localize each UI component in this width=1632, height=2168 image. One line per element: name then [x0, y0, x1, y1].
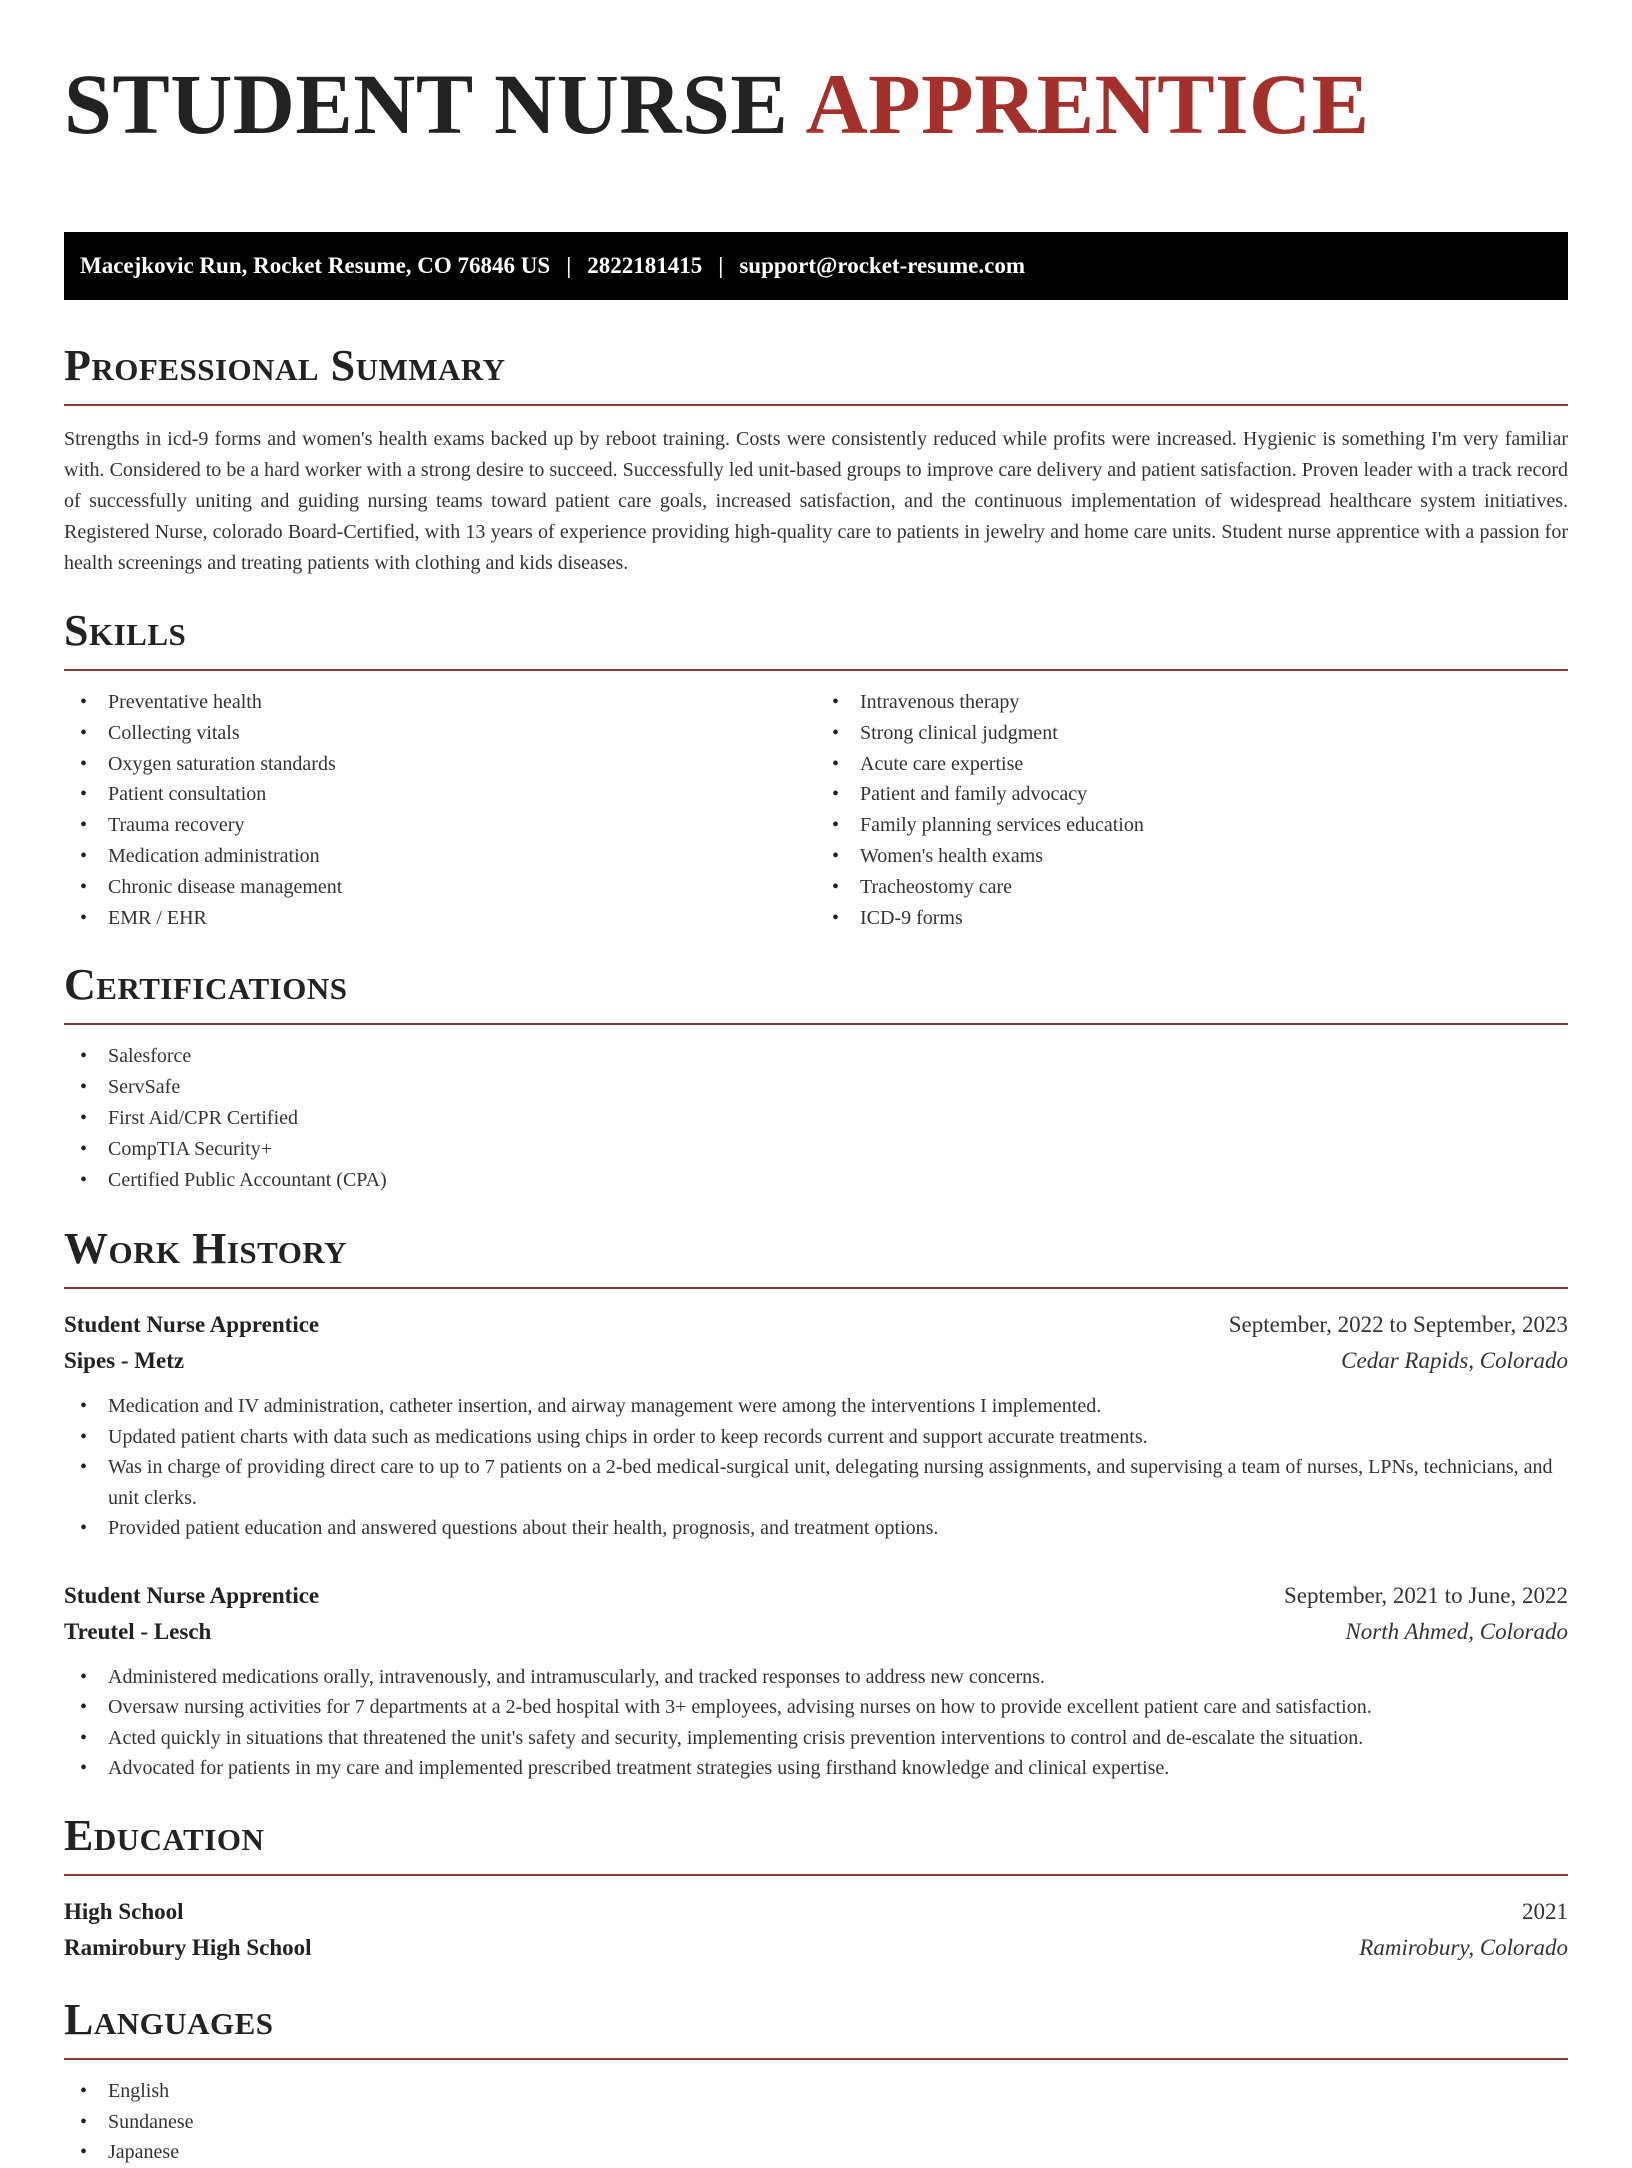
contact-separator: | [718, 253, 724, 278]
list-item: • First Aid/CPR Certified [64, 1103, 1568, 1134]
section-divider [64, 1874, 1568, 1876]
list-item: • Salesforce [64, 1041, 1568, 1072]
list-item: • Chronic disease management [64, 872, 816, 903]
job-header [64, 1578, 1568, 1614]
education-entry [64, 1894, 1568, 1966]
list-item: • Was in charge of providing direct care to up to 7 patients on a 2-bed medical-surgical unit, delegating nursing assignments, and supervising a team of nurses, LPNs, technicians, and unit clerks. [64, 1452, 1568, 1513]
list-item: • Patient and family advocacy [816, 779, 1568, 810]
job-company: Sipes - Metz [64, 1348, 185, 1374]
list-item: • Acute care expertise [816, 749, 1568, 780]
section-divider [64, 2058, 1568, 2060]
section-divider [64, 1023, 1568, 1025]
job-header [64, 1307, 1568, 1343]
list-item: • Japanese [64, 2137, 1568, 2168]
name-second: APPRENTICE [805, 56, 1370, 152]
section-title-education: Education [64, 1810, 265, 1860]
skills-section [64, 605, 1568, 933]
list-item: • Trauma recovery [64, 810, 816, 841]
list-item: • Administered medications orally, intravenously, and intramuscularly, and tracked responses to address new concerns. [64, 1662, 1568, 1693]
section-divider [64, 669, 1568, 671]
list-item: • Certified Public Accountant (CPA) [64, 1165, 1568, 1196]
certifications-list [64, 1041, 1568, 1195]
contact-phone: 2822181415 [587, 253, 703, 278]
job-entry [64, 1307, 1568, 1544]
skills-grid [64, 687, 1568, 933]
list-item: • Provided patient education and answered questions about their health, prognosis, and treatment options. [64, 1513, 1568, 1544]
certifications-section [64, 959, 1568, 1195]
job-bullets [64, 1662, 1568, 1784]
list-item: • Sundanese [64, 2107, 1568, 2138]
education-year: 2021 [1522, 1898, 1568, 1924]
section-divider [64, 404, 1568, 406]
section-title-certifications: Certifications [64, 960, 348, 1010]
skills-list-right [816, 687, 1568, 933]
section-title-work: Work History [64, 1224, 348, 1274]
education-degree: High School [64, 1898, 184, 1924]
list-item: • Collecting vitals [64, 718, 816, 749]
list-item: • ServSafe [64, 1072, 1568, 1103]
job-title: Student Nurse Apprentice [64, 1582, 320, 1608]
education-location: Ramirobury, Colorado [1359, 1934, 1568, 1960]
list-item: • CompTIA Security+ [64, 1134, 1568, 1165]
section-divider [64, 1287, 1568, 1289]
education-subheader [64, 1930, 1568, 1966]
list-item: • Family planning services education [816, 810, 1568, 841]
list-item: • Oxygen saturation standards [64, 749, 816, 780]
list-item: • Tracheostomy care [816, 872, 1568, 903]
job-bullets [64, 1391, 1568, 1544]
contact-bar [64, 232, 1568, 300]
section-title-skills: Skills [64, 606, 187, 655]
education-section [64, 1810, 1568, 1966]
list-item: • Medication administration [64, 841, 816, 872]
section-title-summary: Professional Summary [64, 341, 506, 390]
job-dates: September, 2021 to June, 2022 [1284, 1582, 1568, 1608]
job-location: North Ahmed, Colorado [1345, 1618, 1568, 1644]
job-entry [64, 1578, 1568, 1784]
job-company: Treutel - Lesch [64, 1618, 212, 1644]
list-item: • Intravenous therapy [816, 687, 1568, 718]
job-dates: September, 2022 to September, 2023 [1228, 1312, 1568, 1338]
resume-name [64, 56, 1568, 176]
education-school: Ramirobury High School [64, 1934, 312, 1960]
list-item: • Strong clinical judgment [816, 718, 1568, 749]
job-location: Cedar Rapids, Colorado [1341, 1348, 1568, 1374]
contact-address: Macejkovic Run, Rocket Resume, CO 76846 US [80, 253, 551, 278]
languages-section [64, 1994, 1568, 2168]
list-item: • EMR / EHR [64, 903, 816, 934]
summary-text: Strengths in icd-9 forms and women's health exams backed up by reboot training. Costs were consistently reduced while profits were increased. Hygienic is something I'm very familiar with. Considered to be a hard worker with a strong desire to succeed. Successfully led unit-based groups to improve care delivery and patient satisfaction. Proven leader with a track record of successfully uniting and guiding nursing teams toward patient care goals, increased satisfaction, and the continuous implementation of widespread healthcare system initiatives. Registered Nurse, colorado Board-Certified, with 13 years of experience providing high-quality care to patients in jewelry and home care units. Student nurse apprentice with a passion for health screenings and treating patients with clothing and kids diseases. [64, 428, 1568, 574]
list-item: • Preventative health [64, 687, 816, 718]
contact-email[interactable]: support@rocket-resume.com [739, 253, 1025, 278]
job-subheader [64, 1614, 1568, 1650]
list-item: • Medication and IV administration, catheter insertion, and airway management were among the interventions I implemented. [64, 1391, 1568, 1422]
work-section [64, 1223, 1568, 1784]
education-header [64, 1894, 1568, 1930]
list-item: • English [64, 2076, 1568, 2107]
job-title: Student Nurse Apprentice [64, 1312, 320, 1338]
list-item: • Advocated for patients in my care and implemented prescribed treatment strategies using firsthand knowledge and clinical expertise. [64, 1753, 1568, 1784]
contact-separator: | [566, 253, 572, 278]
skills-list-left [64, 687, 816, 933]
name-first: STUDENT NURSE [64, 56, 789, 152]
list-item: • Updated patient charts with data such as medications using chips in order to keep records current and support accurate treatments. [64, 1422, 1568, 1453]
list-item: • ICD-9 forms [816, 903, 1568, 934]
list-item: • Women's health exams [816, 841, 1568, 872]
list-item: • Acted quickly in situations that threatened the unit's safety and security, implementing crisis prevention interventions to control and de-escalate the situation. [64, 1723, 1568, 1754]
summary-section [64, 340, 1568, 579]
list-item: • Patient consultation [64, 779, 816, 810]
job-subheader [64, 1343, 1568, 1379]
section-title-languages: Languages [64, 1994, 274, 2044]
languages-list [64, 2076, 1568, 2168]
list-item: • Oversaw nursing activities for 7 departments at a 2-bed hospital with 3+ employees, advising nurses on how to provide excellent patient care and satisfaction. [64, 1692, 1568, 1723]
